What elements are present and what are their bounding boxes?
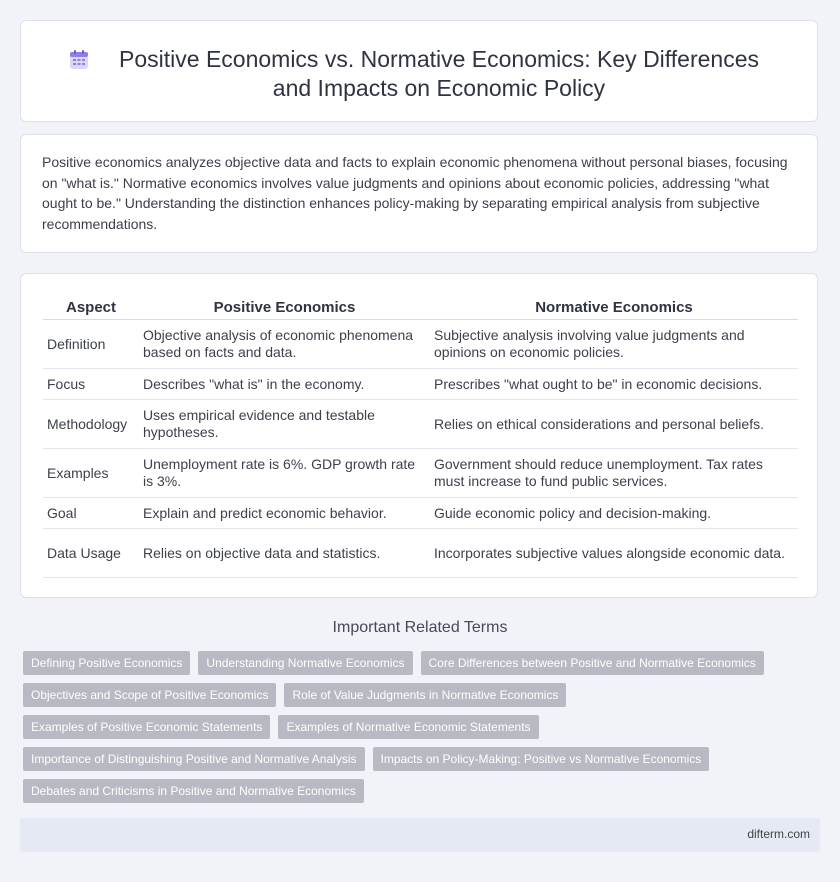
related-terms-heading: Important Related Terms (332, 619, 508, 636)
footer-site-link[interactable]: difterm.com (747, 827, 810, 841)
table-row (43, 529, 798, 578)
row-aspect: Definition (43, 320, 139, 369)
table-row (43, 400, 798, 449)
intro-card (20, 134, 818, 253)
page-title: Positive Economics vs. Normative Economics: Key Differences and Impacts on Economic Policy (119, 46, 759, 101)
intro-paragraph: Positive economics analyzes objective data and facts to explain economic phenomena without personal biases, focusing on "what is." Normative economics involves value judgments and opinions about economic policies, addressing "what ought to be." Understanding the distinction enhances policy-making by separating empirical analysis from subjective recommendations. (42, 154, 788, 232)
header-normative: Normative Economics (430, 296, 798, 320)
related-term-tag[interactable]: Core Differences between Positive and Normative Economics (421, 651, 764, 675)
comparison-card (20, 273, 818, 598)
comparison-table (43, 296, 798, 578)
row-normative: Subjective analysis involving value judgments and opinions on economic policies. (430, 320, 798, 369)
row-aspect: Examples (43, 449, 139, 498)
row-positive: Objective analysis of economic phenomena based on facts and data. (139, 320, 430, 369)
title-card (20, 20, 818, 122)
related-term-tag[interactable]: Objectives and Scope of Positive Economics (23, 683, 276, 707)
row-positive: Describes "what is" in the economy. (139, 369, 430, 400)
row-aspect: Focus (43, 369, 139, 400)
header-positive: Positive Economics (139, 296, 430, 320)
related-term-tag[interactable]: Debates and Criticisms in Positive and Normative Economics (23, 779, 364, 803)
row-normative: Incorporates subjective values alongside economic data. (430, 529, 798, 578)
table-row (43, 369, 798, 400)
row-normative: Government should reduce unemployment. Tax rates must increase to fund public services. (430, 449, 798, 498)
row-positive: Uses empirical evidence and testable hypotheses. (139, 400, 430, 449)
footer-bar (20, 818, 820, 852)
row-normative: Relies on ethical considerations and personal beliefs. (430, 400, 798, 449)
related-terms-list (23, 651, 803, 811)
related-term-tag[interactable]: Examples of Normative Economic Statements (278, 715, 538, 739)
related-term-tag[interactable]: Importance of Distinguishing Positive and Normative Analysis (23, 747, 365, 771)
row-normative: Guide economic policy and decision-making. (430, 498, 798, 529)
row-aspect: Data Usage (43, 529, 139, 578)
related-term-tag[interactable]: Defining Positive Economics (23, 651, 190, 675)
related-term-tag[interactable]: Examples of Positive Economic Statements (23, 715, 270, 739)
row-normative: Prescribes "what ought to be" in economic decisions. (430, 369, 798, 400)
related-term-tag[interactable]: Understanding Normative Economics (198, 651, 412, 675)
row-positive: Explain and predict economic behavior. (139, 498, 430, 529)
related-term-tag[interactable]: Role of Value Judgments in Normative Economics (284, 683, 566, 707)
table-row (43, 498, 798, 529)
row-positive: Unemployment rate is 6%. GDP growth rate is 3%. (139, 449, 430, 498)
row-aspect: Goal (43, 498, 139, 529)
table-row (43, 449, 798, 498)
related-term-tag[interactable]: Impacts on Policy-Making: Positive vs Normative Economics (373, 747, 710, 771)
table-header-row (43, 296, 798, 320)
row-aspect: Methodology (43, 400, 139, 449)
row-positive: Relies on objective data and statistics. (139, 529, 430, 578)
header-aspect: Aspect (43, 296, 139, 320)
table-row (43, 320, 798, 369)
